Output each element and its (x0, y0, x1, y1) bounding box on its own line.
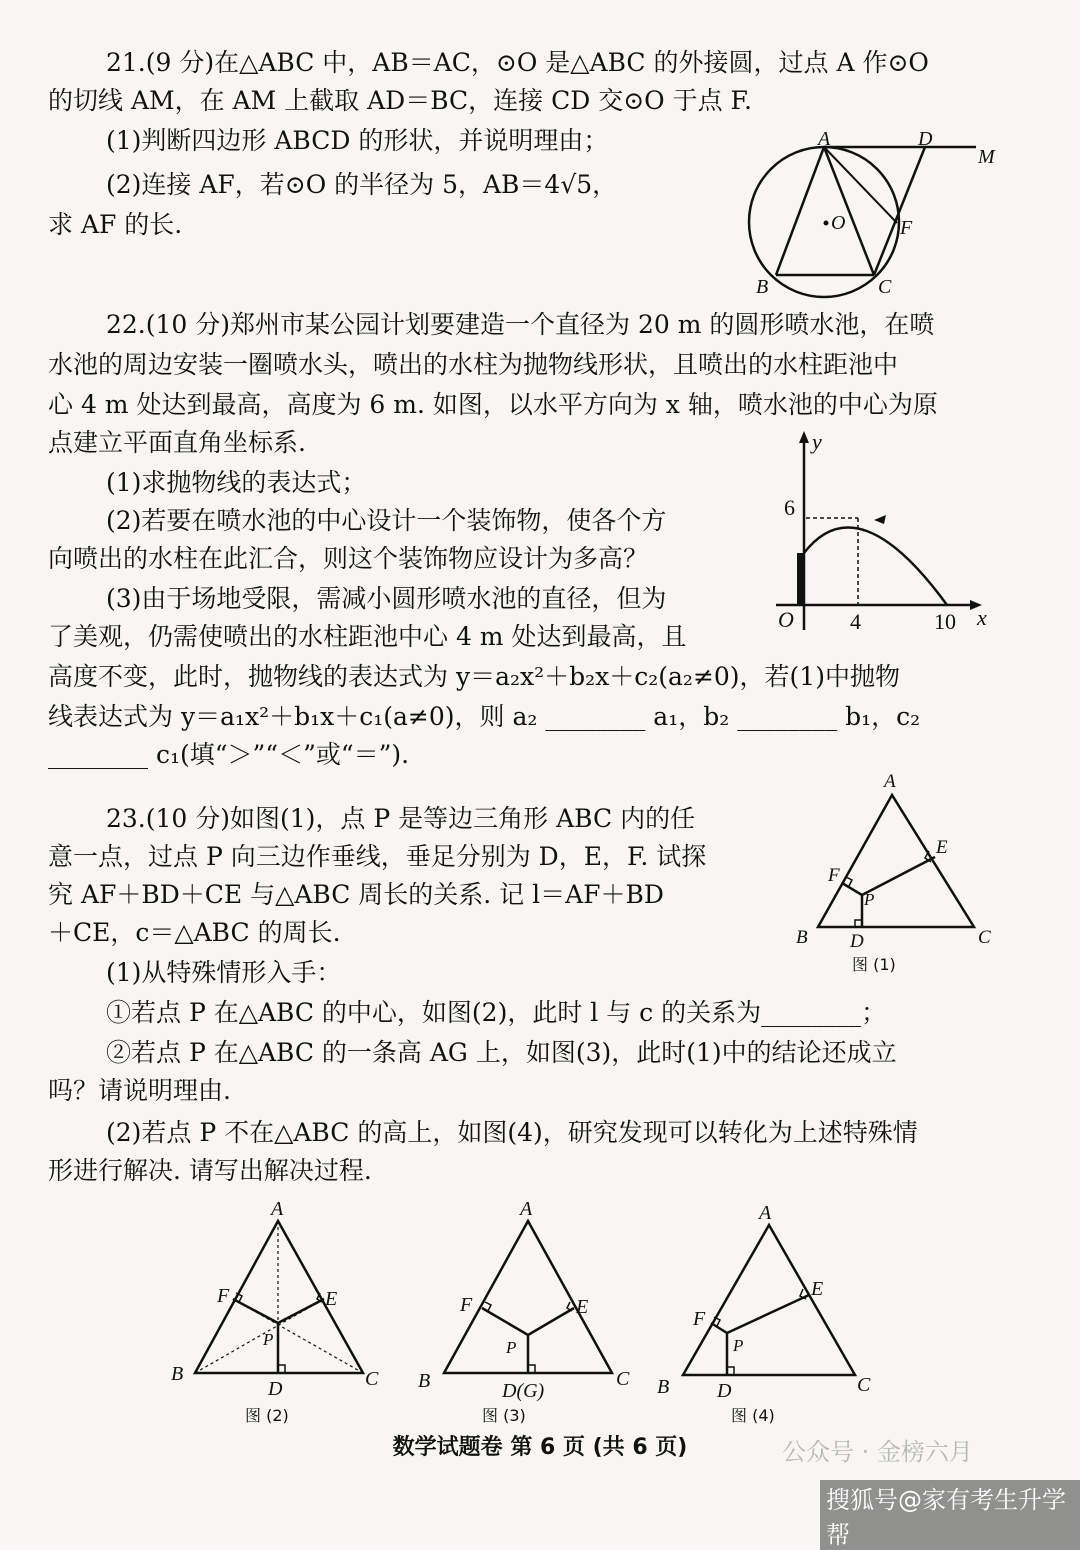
fig3-label-F: F (460, 1294, 473, 1316)
q21-label-M: M (978, 146, 995, 168)
fig2-label-E: E (325, 1288, 338, 1310)
q21-label-A: A (818, 128, 831, 150)
q21-line-2: 的切线 AM，在 AM 上截取 AD＝BC，连接 CD 交⊙O 于点 F. (48, 86, 752, 115)
q23-line-4: ＋CE，c＝△ABC 的周长. (48, 918, 341, 947)
q22-line-10: 高度不变，此时，抛物线的表达式为 y＝a₂x²＋b₂x＋c₂(a₂≠0)，若(1)中抛物 (48, 662, 900, 691)
fig3-label-P: P (506, 1338, 517, 1357)
watermark-source: 搜狐号@家有考生升学帮 (820, 1480, 1080, 1550)
q23-line-2: 意一点，过点 P 向三边作垂线，垂足分别为 D，E，F. 试探 (48, 842, 707, 871)
q22-line-11: 线表达式为 y＝a₁x²＋b₁x＋c₁(a≠0)，则 a₂ ________ a₁，b₂ ________ b₁，c₂ (48, 702, 921, 731)
q22-line-12: ________ c₁(填“＞”“＜”或“＝”). (48, 740, 410, 769)
q22-line-8: (3)由于场地受限，需减小圆形喷水池的直径，但为 (106, 584, 667, 613)
fig2-label-P: P (263, 1330, 274, 1349)
q23-figure-1 (790, 765, 1010, 980)
q22-label-10: 10 (934, 609, 956, 634)
q21-figure (740, 125, 1030, 305)
q23-line-1: 23.(10 分)如图(1)，点 P 是等边三角形 ABC 内的任 (106, 804, 696, 833)
q22-label-x: x (977, 605, 987, 630)
fig2-label-A: A (271, 1198, 284, 1220)
fig4-label-C: C (857, 1374, 871, 1396)
fig1-label-D: D (850, 931, 864, 952)
q23-line-9: (2)若点 P 不在△ABC 的高上，如图(4)，研究发现可以转化为上述特殊情 (106, 1118, 918, 1147)
q21-label-O: O (831, 212, 846, 234)
q23-line-6: ①若点 P 在△ABC 的中心，如图(2)，此时 l 与 c 的关系为________； (106, 998, 887, 1027)
q23-line-10: 形进行解决. 请写出解决过程. (48, 1156, 372, 1185)
q22-line-4: 点建立平面直角坐标系. (48, 428, 306, 457)
fig1-label-P: P (864, 890, 875, 909)
q21-line-1: 21.(9 分)在△ABC 中，AB＝AC，⊙O 是△ABC 的外接圆，过点 A 作⊙O (106, 48, 929, 77)
fig3-caption: 图 (3) (482, 1406, 526, 1425)
q22-label-origin: O (778, 607, 794, 632)
q23-line-3: 究 AF＋BD＋CE 与△ABC 周长的关系. 记 l＝AF＋BD (48, 880, 664, 909)
fig1-caption: 图 (1) (852, 955, 896, 974)
fig1-label-C: C (978, 927, 991, 948)
fig2-label-F: F (217, 1285, 230, 1307)
fig1-label-E: E (936, 837, 948, 858)
q22-line-1: 22.(10 分)郑州市某公园计划要建造一个直径为 20 m 的圆形喷水池，在喷 (106, 310, 935, 339)
q21-label-D: D (918, 128, 933, 150)
q23-figure-2 (165, 1195, 395, 1430)
q22-label-6: 6 (784, 495, 795, 520)
fig4-label-P: P (733, 1336, 744, 1355)
q22-line-3: 心 4 m 处达到最高，高度为 6 m. 如图，以水平方向为 x 轴，喷水池的中心为原 (48, 390, 938, 419)
fig2-label-D: D (268, 1378, 283, 1400)
q21-label-F: F (900, 217, 913, 239)
page-footer: 数学试题卷 第 6 页 (共 6 页) (392, 1435, 688, 1460)
q23-figure-4 (655, 1195, 885, 1430)
fig4-label-D: D (717, 1380, 732, 1402)
q21-line-3: (1)判断四边形 ABCD 的形状，并说明理由； (106, 126, 609, 155)
q23-figure-3 (410, 1195, 640, 1430)
q21-line-5: 求 AF 的长. (48, 210, 183, 239)
fig3-label-B: B (418, 1370, 431, 1392)
fig2-label-B: B (171, 1363, 184, 1385)
q22-figure (770, 425, 1000, 640)
fig1-label-B: B (796, 927, 808, 948)
fig1-label-A: A (884, 771, 896, 792)
q22-line-2: 水池的周边安装一圈喷水头，喷出的水柱为抛物线形状，且喷出的水柱距池中 (48, 350, 899, 379)
fig1-label-F: F (828, 865, 840, 886)
fig3-label-E: E (576, 1296, 589, 1318)
q22-line-7: 向喷出的水柱在此汇合，则这个装饰物应设计为多高？ (48, 544, 649, 573)
q22-line-9: 了美观，仍需使喷出的水柱距池中心 4 m 处达到最高，且 (48, 622, 687, 651)
q22-label-4: 4 (850, 609, 861, 634)
fig3-label-A: A (520, 1198, 533, 1220)
q23-line-5: (1)从特殊情形入手： (106, 958, 342, 987)
fig3-label-C: C (616, 1368, 630, 1390)
fig4-label-E: E (811, 1278, 824, 1300)
q21-label-B: B (756, 276, 769, 298)
q22-line-5: (1)求抛物线的表达式； (106, 468, 367, 497)
fig4-caption: 图 (4) (731, 1406, 775, 1425)
q21-label-C: C (878, 276, 892, 298)
fig4-label-B: B (657, 1376, 670, 1398)
watermark-account: 公众号 · 金榜六月 (782, 1438, 973, 1466)
fig4-label-F: F (693, 1308, 706, 1330)
fig3-label-D: D(G) (502, 1380, 545, 1402)
q22-label-y: y (812, 429, 822, 454)
fig2-label-C: C (365, 1368, 379, 1390)
q21-line-4: (2)连接 AF，若⊙O 的半径为 5，AB＝4√5， (106, 170, 618, 199)
fig4-label-A: A (759, 1202, 772, 1224)
q23-line-7: ②若点 P 在△ABC 的一条高 AG 上，如图(3)，此时(1)中的结论还成立 (106, 1038, 897, 1067)
fig2-caption: 图 (2) (245, 1406, 289, 1425)
q23-line-8: 吗？请说明理由. (48, 1076, 231, 1105)
q22-line-6: (2)若要在喷水池的中心设计一个装饰物，使各个方 (106, 506, 667, 535)
